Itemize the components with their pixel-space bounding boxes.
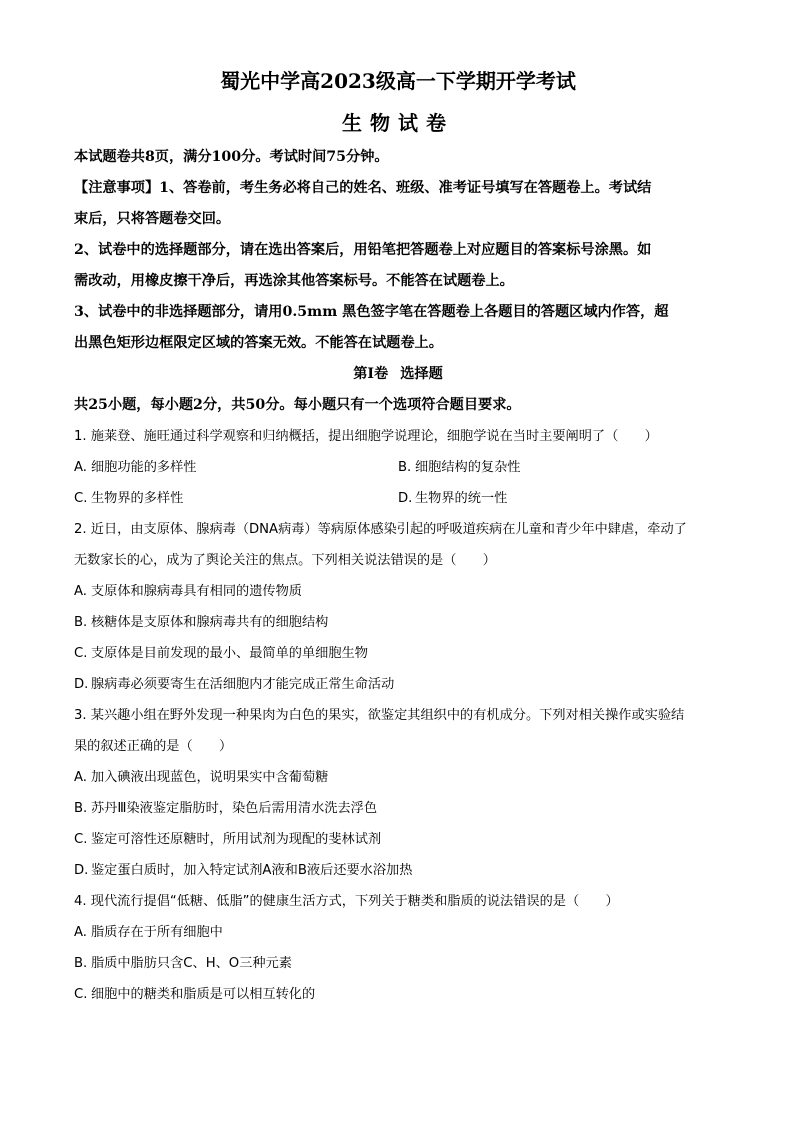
- option-b[interactable]: [74, 607, 722, 638]
- option-a[interactable]: [74, 576, 722, 607]
- section-part: 第Ⅰ卷: [353, 366, 389, 382]
- instruction-line: 本试题卷共8页，满分100分。考试时间75分钟。: [74, 149, 389, 165]
- option-text: 生物界的多样性: [91, 491, 184, 506]
- option-c[interactable]: [74, 824, 722, 855]
- option-text: 鉴定蛋白质时，加入特定试剂A液和B液后还要水浴加热: [91, 863, 413, 878]
- option-d[interactable]: [398, 483, 722, 514]
- option-text: 苏丹Ⅲ染液鉴定脂肪时，染色后需用清水洗去浮色: [91, 801, 378, 816]
- option-text: 加入碘液出现蓝色，说明果实中含葡萄糖: [91, 770, 329, 785]
- section-note: 共25小题，每小题2分，共50分。每小题只有一个选项符合题目要求。: [74, 397, 521, 413]
- option-a[interactable]: [74, 452, 398, 483]
- option-text: 脂质存在于所有细胞中: [91, 925, 223, 940]
- option-letter: D.: [74, 677, 89, 692]
- option-letter: C.: [74, 987, 88, 1002]
- question-stem: 无数家长的心，成为了舆论关注的焦点。下列相关说法错误的是（ ）: [74, 553, 496, 568]
- section-heading: [74, 359, 722, 390]
- instruction-line: 出黑色矩形边框限定区域的答案无效。不能答在试题卷上。: [74, 335, 443, 351]
- option-letter: A.: [74, 584, 87, 599]
- instruction-line: 需改动，用橡皮擦干净后，再选涂其他答案标号。不能答在试题卷上。: [74, 273, 514, 289]
- option-letter: A.: [74, 770, 87, 785]
- option-a[interactable]: [74, 917, 722, 948]
- option-c[interactable]: [74, 638, 722, 669]
- section-name: 选择题: [400, 366, 443, 382]
- question-1: [74, 421, 722, 514]
- question-2: [74, 514, 722, 700]
- option-letter: D.: [398, 491, 413, 506]
- option-letter: D.: [74, 863, 89, 878]
- exam-page: [74, 66, 722, 1010]
- option-text: 脂质中脂肪只含C、H、O三种元素: [91, 956, 292, 971]
- option-text: 核糖体是支原体和腺病毒共有的细胞结构: [91, 615, 329, 630]
- option-text: 细胞中的糖类和脂质是可以相互转化的: [91, 987, 316, 1002]
- option-text: 支原体和腺病毒具有相同的遗传物质: [91, 584, 302, 599]
- option-letter: B.: [74, 801, 88, 816]
- option-text: 腺病毒必须要寄生在活细胞内才能完成正常生命活动: [91, 677, 395, 692]
- option-text: 生物界的统一性: [415, 491, 508, 506]
- question-stem: 3. 某兴趣小组在野外发现一种果肉为白色的果实，欲鉴定其组织中的有机成分。下列对相关操作或实验结: [74, 708, 685, 723]
- option-letter: B.: [398, 460, 412, 475]
- option-text: 细胞结构的复杂性: [415, 460, 521, 475]
- option-c[interactable]: [74, 979, 722, 1010]
- option-a[interactable]: [74, 762, 722, 793]
- option-letter: C.: [74, 646, 88, 661]
- option-b[interactable]: [74, 793, 722, 824]
- instructions: [74, 142, 722, 359]
- option-b[interactable]: [74, 948, 722, 979]
- instruction-line: 3、试卷中的非选择题部分，请用0.5mm 黑色签字笔在答题卷上各题目的答题区域内作答，超: [74, 304, 669, 320]
- option-d[interactable]: [74, 669, 722, 700]
- option-text: 支原体是目前发现的最小、最简单的单细胞生物: [91, 646, 368, 661]
- option-text: 细胞功能的多样性: [91, 460, 197, 475]
- question-stem: 1. 施莱登、施旺通过科学观察和归纳概括，提出细胞学说理论，细胞学说在当时主要阐明了（ ）: [74, 429, 658, 444]
- option-row: [74, 452, 722, 483]
- option-c[interactable]: [74, 483, 398, 514]
- option-letter: B.: [74, 956, 88, 971]
- option-d[interactable]: [74, 855, 722, 886]
- option-letter: C.: [74, 491, 88, 506]
- instruction-line: 2、试卷中的选择题部分，请在选出答案后，用铅笔把答题卷上对应题目的答案标号涂黑。如: [74, 242, 652, 258]
- option-letter: A.: [74, 460, 87, 475]
- question-3: [74, 700, 722, 886]
- question-4: [74, 886, 722, 1010]
- option-letter: A.: [74, 925, 87, 940]
- question-stem: 2. 近日，由支原体、腺病毒（DNA病毒）等病原体感染引起的呼吸道疾病在儿童和青少年中肆虐，牵动了: [74, 522, 687, 537]
- question-stem: 果的叙述正确的是（ ）: [74, 739, 233, 754]
- option-letter: C.: [74, 832, 88, 847]
- option-row: [74, 483, 722, 514]
- instruction-line: 【注意事项】1、答卷前，考生务必将自己的姓名、班级、准考证号填写在答题卷上。考试结: [74, 180, 652, 196]
- option-b[interactable]: [398, 452, 722, 483]
- question-stem: 4. 现代流行提倡“低糖、低脂”的健康生活方式，下列关于糖类和脂质的说法错误的是（ ）: [74, 894, 619, 909]
- exam-title: 蜀光中学高2023级高一下学期开学考试: [220, 69, 576, 93]
- instruction-line: 束后，只将答题卷交回。: [74, 211, 231, 227]
- option-text: 鉴定可溶性还原糖时，所用试剂为现配的斐林试剂: [91, 832, 382, 847]
- option-letter: B.: [74, 615, 88, 630]
- subject-title: 生物试卷: [342, 111, 454, 135]
